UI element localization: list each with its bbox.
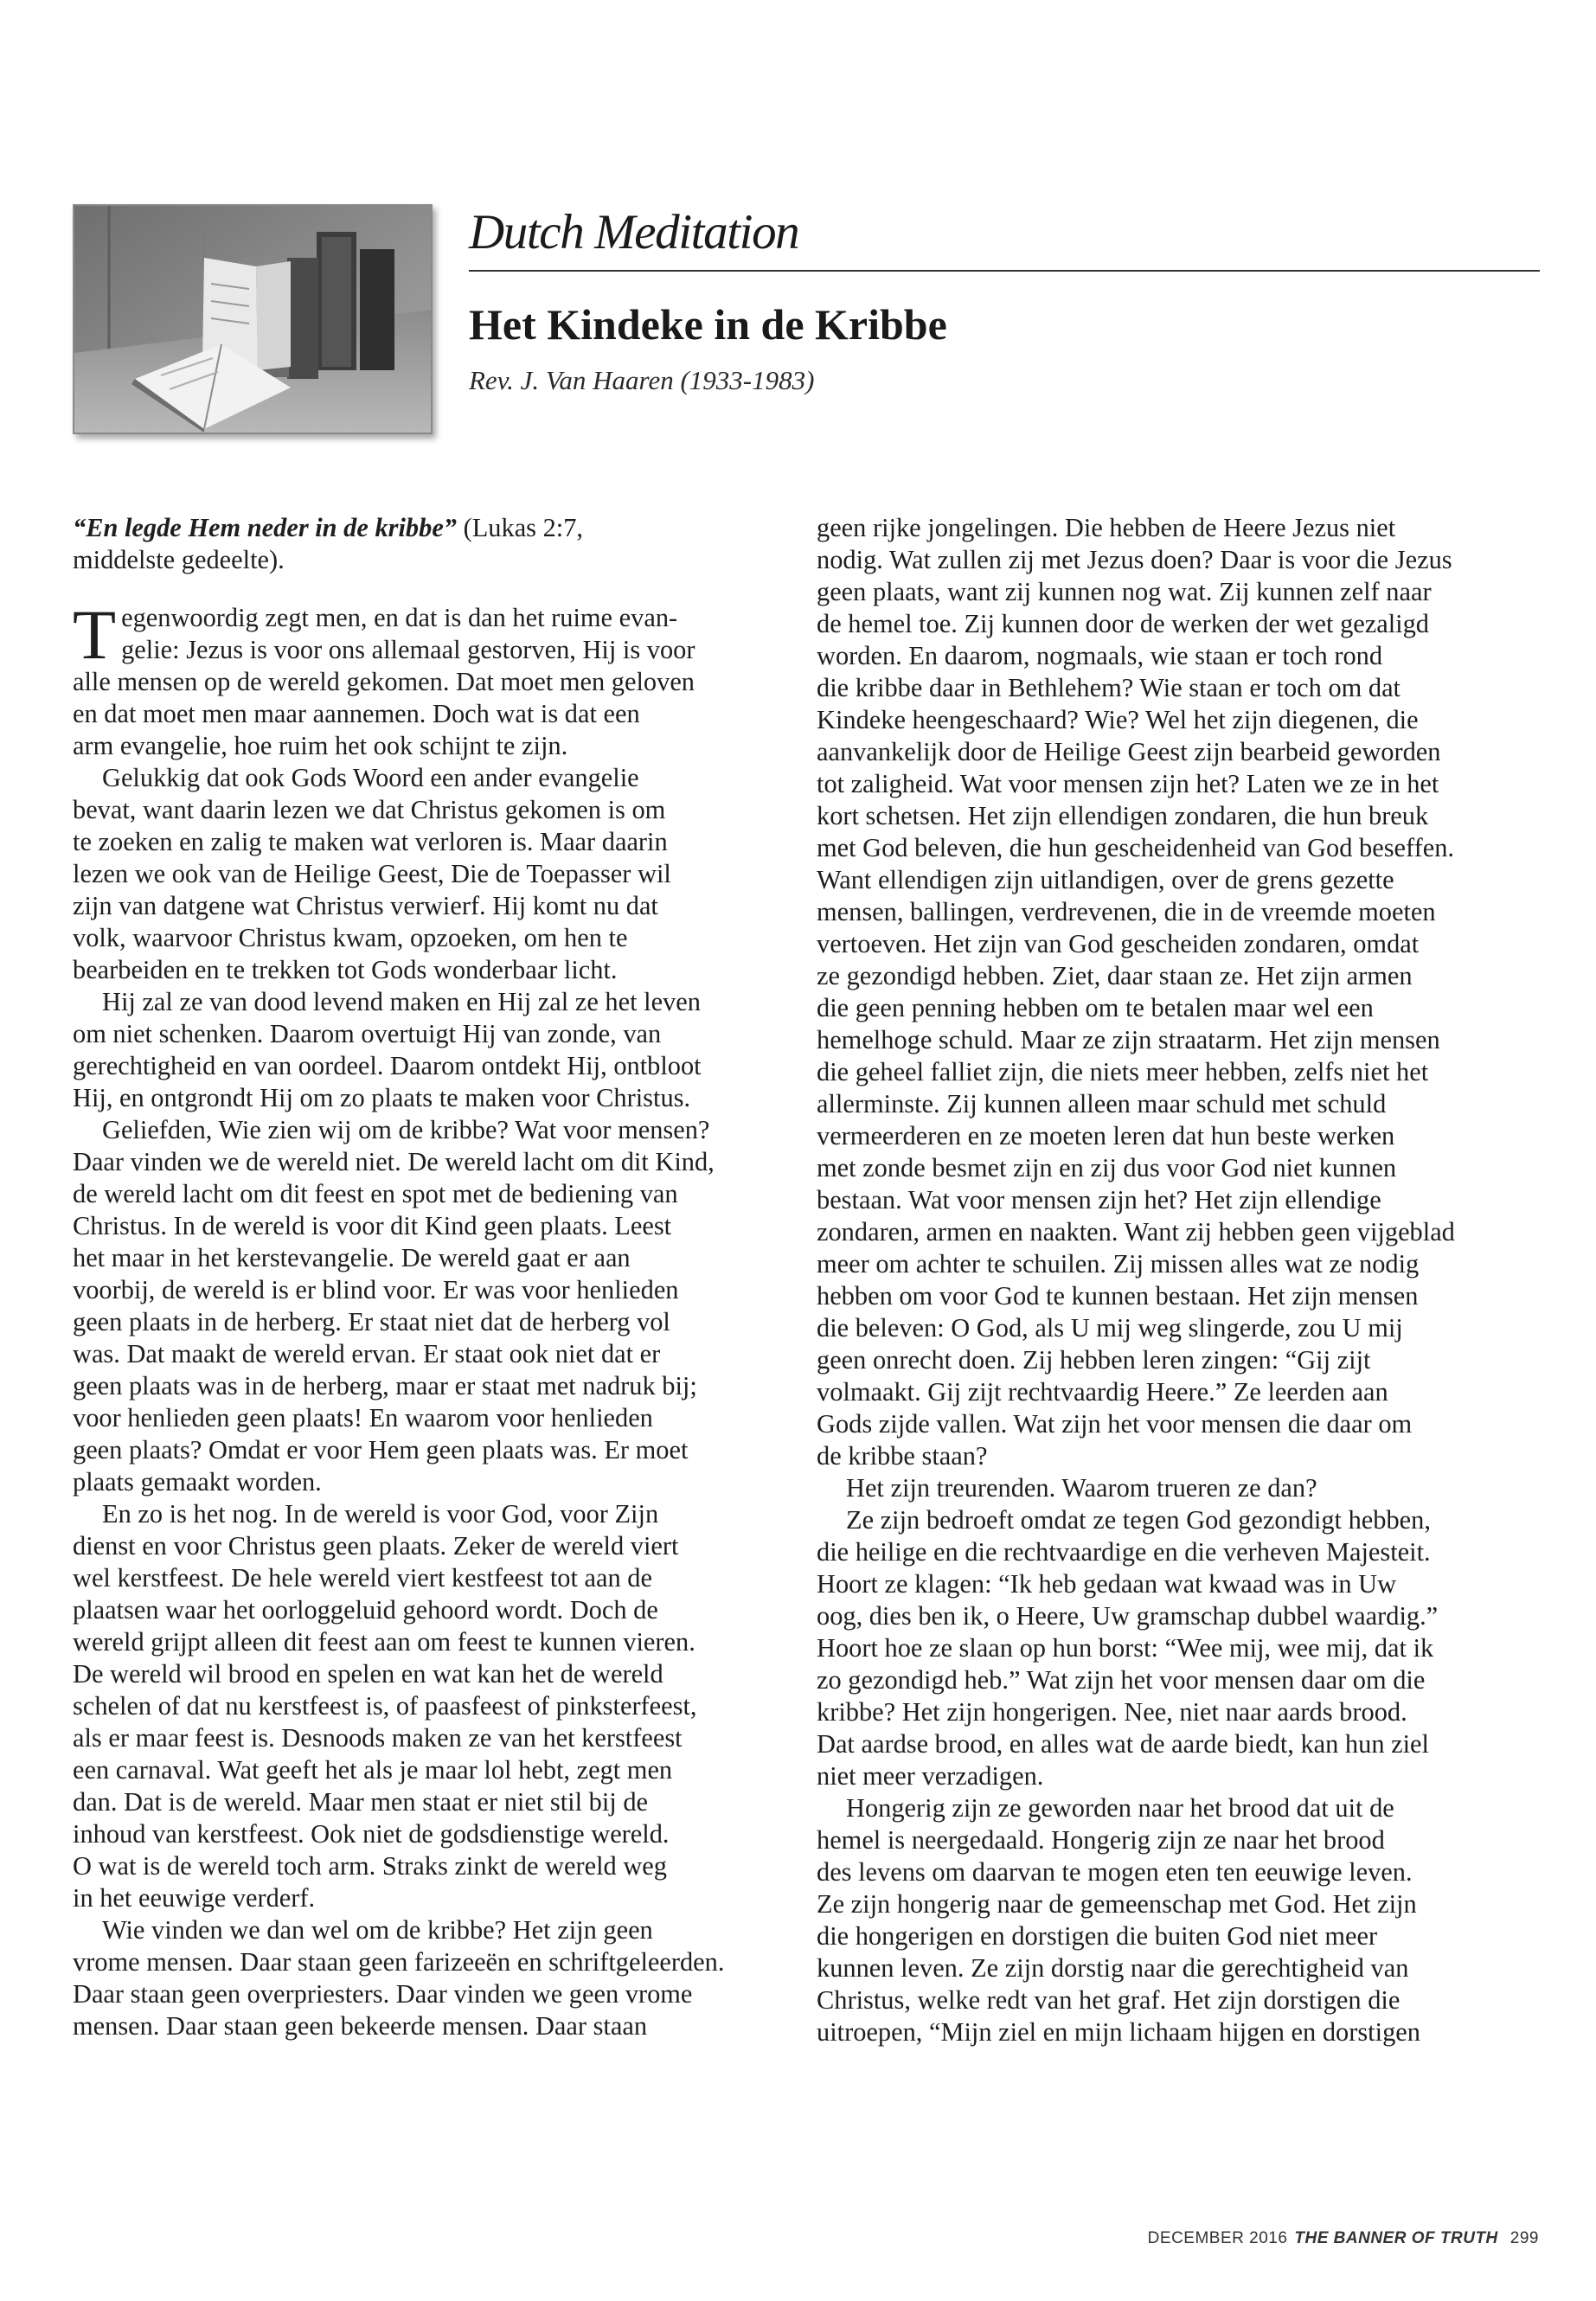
paragraph-line: en dat moet men maar aannemen. Doch wat is dat een: [73, 699, 640, 728]
text-line: voorbij, de wereld is er blind voor. Er was voor henlieden: [73, 1275, 679, 1304]
text-line: wereld grijpt alleen dit feest aan om feest te kunnen vieren.: [73, 1627, 695, 1657]
paragraph-line: egenwoordig zegt men, en dat is dan het ruime evan-: [121, 603, 678, 632]
text-line: met God beleven, die hun gescheidenheid van God beseffen.: [817, 833, 1455, 862]
drop-cap: T: [73, 595, 117, 674]
right-column: [817, 512, 1540, 2048]
text-line: bearbeiden en te trekken tot Gods wonderbaar licht.: [73, 955, 618, 984]
text-line: het maar in het kerstevangelie. De wereld gaat er aan: [73, 1243, 631, 1272]
text-line: volmaakt. Gij zijt rechtvaardig Heere.” Ze leerden aan: [817, 1377, 1388, 1407]
section-title: Dutch Meditation: [469, 205, 799, 260]
text-line: geen plaats? Omdat er voor Hem geen plaats was. Er moet: [73, 1435, 689, 1465]
text-line: hebben om voor God te kunnen bestaan. Het zijn mensen: [817, 1281, 1419, 1311]
text-line: wel kerstfeest. De hele wereld viert kestfeest tot aan de: [73, 1563, 652, 1593]
text-line: geen plaats in de herberg. Er staat niet dat de herberg vol: [73, 1307, 670, 1336]
left-column: [73, 512, 791, 2042]
text-line: dienst en voor Christus geen plaats. Zeker de wereld viert: [73, 1531, 679, 1561]
text-line: hemel is neergedaald. Hongerig zijn ze naar het brood: [817, 1825, 1385, 1855]
text-line: Het zijn treurenden. Waarom trueren ze dan?: [846, 1473, 1317, 1503]
text-line: Ze zijn bedroeft omdat ze tegen God gezondigt hebben,: [846, 1505, 1431, 1535]
paragraph-line: gelie: Jezus is voor ons allemaal gestorven, Hij is voor: [121, 635, 695, 664]
text-line: Hoort ze klagen: “Ik heb gedaan wat kwaad was in Uw: [817, 1569, 1397, 1599]
text-line: als er maar feest is. Desnoods maken ze van het kerstfeest: [73, 1723, 683, 1753]
text-line: Gods zijde vallen. Wat zijn het voor mensen die daar om: [817, 1409, 1413, 1439]
text-line: Dat aardse brood, en alles wat de aarde biedt, kan hun ziel: [817, 1729, 1429, 1759]
text-line: in het eeuwige verderf.: [73, 1883, 316, 1913]
text-line: plaats gemaakt worden.: [73, 1467, 322, 1497]
text-line: die beleven: O God, als U mij weg slingerde, zou U mij: [817, 1313, 1403, 1343]
text-line: zo gezondigd heb.” Wat zijn het voor mensen daar om die: [817, 1665, 1426, 1695]
text-line: vrome mensen. Daar staan geen farizeeën en schriftgeleerden.: [73, 1947, 725, 1977]
text-line: de kribbe staan?: [817, 1441, 988, 1471]
text-line: tot zaligheid. Wat voor mensen zijn het? Laten we ze in het: [817, 769, 1439, 798]
text-line: geen plaats was in de herberg, maar er staat met nadruk bij;: [73, 1371, 697, 1400]
text-line: mensen, ballingen, verdrevenen, die in de vreemde moeten: [817, 897, 1436, 926]
text-line: zondaren, armen en naakten. Want zij hebben geen vijgeblad: [817, 1217, 1455, 1247]
text-line: met zonde besmet zijn en zij dus voor God niet kunnen: [817, 1153, 1397, 1183]
text-line: die hongerigen en dorstigen die buiten God niet meer: [817, 1921, 1378, 1951]
text-line: was. Dat maakt de wereld ervan. Er staat ook niet dat er: [73, 1339, 661, 1368]
text-line: Hij zal ze van dood levend maken en Hij zal ze het leven: [102, 987, 701, 1016]
text-line: Gelukkig dat ook Gods Woord een ander evangelie: [102, 763, 639, 792]
text-line: inhoud van kerstfeest. Ook niet de godsdienstige wereld.: [73, 1819, 670, 1849]
first-paragraph: [73, 595, 791, 762]
text-line: Hij, en ontgrondt Hij om zo plaats te maken voor Christus.: [73, 1083, 691, 1112]
text-line: die geen penning hebben om te betalen maar wel een: [817, 993, 1374, 1022]
text-line: Christus. In de wereld is voor dit Kind geen plaats. Leest: [73, 1211, 672, 1240]
text-line: De wereld wil brood en spelen en wat kan het de wereld: [73, 1659, 663, 1689]
text-line: vertoeven. Het zijn van God gescheiden zondaren, omdat: [817, 929, 1420, 958]
text-line: dan. Dat is de wereld. Maar men staat er niet stil bij de: [73, 1787, 649, 1817]
epigraph-reference-line2: middelste gedeelte).: [73, 545, 285, 574]
right-column-body: [817, 512, 1540, 2048]
text-line: Geliefden, Wie zien wij om de kribbe? Wat voor mensen?: [102, 1115, 710, 1144]
text-line: bestaan. Wat voor mensen zijn het? Het zijn ellendige: [817, 1185, 1381, 1215]
article-author: Rev. J. Van Haaren (1933-1983): [469, 365, 815, 395]
paragraph-line: arm evangelie, hoe ruim het ook schijnt te zijn.: [73, 731, 568, 760]
text-line: gerechtigheid en van oordeel. Daarom ontdekt Hij, ontbloot: [73, 1051, 702, 1080]
text-line: schelen of dat nu kerstfeest is, of paasfeest of pinksterfeest,: [73, 1691, 697, 1721]
text-line: des levens om daarvan te mogen eten ten eeuwige leven.: [817, 1857, 1413, 1887]
text-line: Ze zijn hongerig naar de gemeenschap met God. Het zijn: [817, 1889, 1417, 1919]
header-photo-books: [73, 204, 433, 434]
epigraph-quote: “En legde Hem neder in de kribbe”: [73, 513, 458, 542]
text-line: ze gezondigd hebben. Ziet, daar staan ze. Het zijn armen: [817, 961, 1413, 990]
text-line: niet meer verzadigen.: [817, 1761, 1044, 1791]
text-line: voor henlieden geen plaats! En waarom voor henlieden: [73, 1403, 653, 1433]
text-line: Wie vinden we dan wel om de kribbe? Het zijn geen: [102, 1915, 653, 1945]
text-line: worden. En daarom, nogmaals, wie staan er toch rond: [817, 641, 1383, 670]
text-line: Daar vinden we de wereld niet. De wereld lacht om dit Kind,: [73, 1147, 715, 1176]
text-line: hemelhoge schuld. Maar ze zijn straatarm. Het zijn mensen: [817, 1025, 1440, 1054]
text-line: kort schetsen. Het zijn ellendigen zondaren, die hun breuk: [817, 801, 1429, 830]
text-line: te zoeken en zalig te maken wat verloren is. Maar daarin: [73, 827, 668, 856]
text-line: plaatsen waar het oorloggeluid gehoord wordt. Doch de: [73, 1595, 658, 1625]
text-line: kribbe? Het zijn hongerigen. Nee, niet naar aards brood.: [817, 1697, 1407, 1727]
text-line: Hongerig zijn ze geworden naar het brood dat uit de: [846, 1793, 1394, 1823]
text-line: Christus, welke redt van het graf. Het zijn dorstigen die: [817, 1985, 1401, 2015]
text-line: O wat is de wereld toch arm. Straks zinkt de wereld weg: [73, 1851, 667, 1881]
footer-page-number: 299: [1509, 2229, 1539, 2247]
text-line: vermeerderen en ze moeten leren dat hun beste werken: [817, 1121, 1395, 1150]
text-line: En zo is het nog. In de wereld is voor God, voor Zijn: [102, 1499, 659, 1529]
text-line: kunnen leven. Ze zijn dorstig naar die gerechtigheid van: [817, 1953, 1409, 1983]
epigraph: [73, 512, 791, 576]
title-rule: [469, 270, 1540, 272]
text-line: nodig. Wat zullen zij met Jezus doen? Daar is voor die Jezus: [817, 545, 1452, 574]
text-line: die kribbe daar in Bethlehem? Wie staan er toch om dat: [817, 673, 1401, 702]
footer-magazine: THE BANNER OF TRUTH: [1294, 2229, 1498, 2247]
text-line: de hemel toe. Zij kunnen door de werken der wet gezaligd: [817, 609, 1430, 638]
epigraph-reference: (Lukas 2:7,: [457, 513, 584, 542]
footer-date: DECEMBER 2016: [1147, 2229, 1288, 2247]
text-line: aanvankelijk door de Heilige Geest zijn bearbeid geworden: [817, 737, 1441, 766]
text-line: meer om achter te schuilen. Zij missen alles wat ze nodig: [817, 1249, 1420, 1279]
text-line: die geheel falliet zijn, die niets meer hebben, zelfs niet het: [817, 1057, 1429, 1086]
page-footer: [1148, 2229, 1539, 2248]
text-line: oog, dies ben ik, o Heere, Uw gramschap dubbel waardig.”: [817, 1601, 1439, 1631]
left-column-body: [73, 762, 791, 2042]
text-line: uitroepen, “Mijn ziel en mijn lichaam hijgen en dorstigen: [817, 2017, 1420, 2047]
text-line: bevat, want daarin lezen we dat Christus gekomen is om: [73, 795, 666, 824]
text-line: geen plaats, want zij kunnen nog wat. Zij kunnen zelf naar: [817, 577, 1432, 606]
text-line: geen onrecht doen. Zij hebben leren zingen: “Gij zijt: [817, 1345, 1371, 1375]
text-line: die heilige en die rechtvaardige en die verheven Majesteit.: [817, 1537, 1431, 1567]
text-line: Kindeke heengeschaard? Wie? Wel het zijn diegenen, die: [817, 705, 1419, 734]
text-line: Daar staan geen overpriesters. Daar vinden we geen vrome: [73, 1979, 693, 2009]
text-line: geen rijke jongelingen. Die hebben de Heere Jezus niet: [817, 513, 1396, 542]
text-line: volk, waarvoor Christus kwam, opzoeken, om hen te: [73, 923, 628, 952]
text-line: allerminste. Zij kunnen alleen maar schuld met schuld: [817, 1089, 1387, 1118]
text-line: mensen. Daar staan geen bekeerde mensen. Daar staan: [73, 2011, 648, 2041]
article-title: Het Kindeke in de Kribbe: [469, 300, 947, 349]
text-line: Hoort hoe ze slaan op hun borst: “Wee mij, wee mij, dat ik: [817, 1633, 1434, 1663]
paragraph-line: alle mensen op de wereld gekomen. Dat moet men geloven: [73, 667, 695, 696]
text-line: zijn van datgene wat Christus verwierf. Hij komt nu dat: [73, 891, 658, 920]
text-line: om niet schenken. Daarom overtuigt Hij van zonde, van: [73, 1019, 662, 1048]
text-line: de wereld lacht om dit feest en spot met de bediening van: [73, 1179, 678, 1208]
text-line: Want ellendigen zijn uitlandigen, over de grens gezette: [817, 865, 1394, 894]
text-line: een carnaval. Wat geeft het als je maar lol hebt, zegt men: [73, 1755, 673, 1785]
text-line: lezen we ook van de Heilige Geest, Die de Toepasser wil: [73, 859, 671, 888]
